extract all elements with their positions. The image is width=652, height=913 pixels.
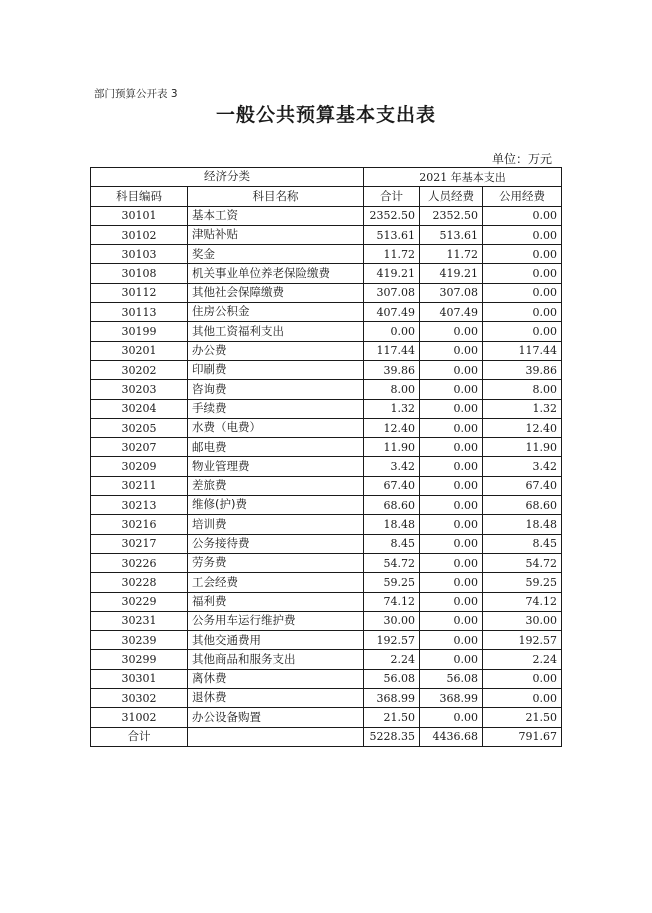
row-code: 30231 <box>91 611 188 630</box>
row-code: 30199 <box>91 322 188 341</box>
table-row <box>91 245 562 264</box>
row-public: 8.00 <box>483 380 562 399</box>
row-personnel: 0.00 <box>420 515 483 534</box>
row-personnel: 0.00 <box>420 534 483 553</box>
row-personnel: 513.61 <box>420 225 483 244</box>
row-public: 1.32 <box>483 399 562 418</box>
row-public: 0.00 <box>483 669 562 688</box>
row-code: 30213 <box>91 496 188 515</box>
page-title: 一般公共预算基本支出表 <box>215 104 436 126</box>
row-total: 67.40 <box>364 476 420 495</box>
row-total: 30.00 <box>364 611 420 630</box>
row-personnel: 0.00 <box>420 322 483 341</box>
row-code: 30205 <box>91 418 188 437</box>
total-header: 合计 <box>364 187 420 206</box>
totals-row <box>91 727 562 746</box>
row-name: 咨询费 <box>188 380 364 399</box>
row-total: 307.08 <box>364 283 420 302</box>
row-total: 68.60 <box>364 496 420 515</box>
table-row <box>91 303 562 322</box>
table-row <box>91 264 562 283</box>
row-public: 11.90 <box>483 438 562 457</box>
row-name: 其他社会保障缴费 <box>188 283 364 302</box>
row-total: 8.00 <box>364 380 420 399</box>
budget-table <box>90 167 562 747</box>
row-code: 30239 <box>91 631 188 650</box>
row-code: 30302 <box>91 689 188 708</box>
row-public: 8.45 <box>483 534 562 553</box>
row-public: 0.00 <box>483 689 562 708</box>
table-row <box>91 515 562 534</box>
row-name: 公务接待费 <box>188 534 364 553</box>
table-row <box>91 418 562 437</box>
row-public: 67.40 <box>483 476 562 495</box>
table-row <box>91 283 562 302</box>
row-public: 68.60 <box>483 496 562 515</box>
row-name: 工会经费 <box>188 573 364 592</box>
table-row <box>91 496 562 515</box>
row-code: 31002 <box>91 708 188 727</box>
row-total: 0.00 <box>364 322 420 341</box>
row-code: 30229 <box>91 592 188 611</box>
row-personnel: 0.00 <box>420 457 483 476</box>
row-total: 8.45 <box>364 534 420 553</box>
row-total: 59.25 <box>364 573 420 592</box>
row-personnel: 368.99 <box>420 689 483 708</box>
row-name: 办公费 <box>188 341 364 360</box>
row-public: 54.72 <box>483 553 562 572</box>
row-name: 劳务费 <box>188 553 364 572</box>
row-personnel: 0.00 <box>420 650 483 669</box>
row-total: 54.72 <box>364 553 420 572</box>
table-row <box>91 206 562 225</box>
row-name: 办公设备购置 <box>188 708 364 727</box>
table-row <box>91 534 562 553</box>
row-total: 117.44 <box>364 341 420 360</box>
row-name: 机关事业单位养老保险缴费 <box>188 264 364 283</box>
row-public: 0.00 <box>483 322 562 341</box>
row-code: 30102 <box>91 225 188 244</box>
row-code: 30103 <box>91 245 188 264</box>
row-public: 74.12 <box>483 592 562 611</box>
row-personnel: 0.00 <box>420 496 483 515</box>
row-name: 公务用车运行维护费 <box>188 611 364 630</box>
row-public: 3.42 <box>483 457 562 476</box>
row-personnel: 0.00 <box>420 573 483 592</box>
public-header: 公用经费 <box>483 187 562 206</box>
table-row <box>91 592 562 611</box>
row-name: 手续费 <box>188 399 364 418</box>
row-public: 0.00 <box>483 245 562 264</box>
table-row <box>91 457 562 476</box>
row-name: 福利费 <box>188 592 364 611</box>
row-public: 0.00 <box>483 206 562 225</box>
totals-label: 合计 <box>91 727 188 746</box>
row-name: 津贴补贴 <box>188 225 364 244</box>
row-public: 18.48 <box>483 515 562 534</box>
table-row <box>91 631 562 650</box>
row-personnel: 0.00 <box>420 553 483 572</box>
row-total: 3.42 <box>364 457 420 476</box>
row-total: 513.61 <box>364 225 420 244</box>
row-name: 其他商品和服务支出 <box>188 650 364 669</box>
row-total: 18.48 <box>364 515 420 534</box>
row-name: 基本工资 <box>188 206 364 225</box>
totals-public: 791.67 <box>483 727 562 746</box>
row-name: 住房公积金 <box>188 303 364 322</box>
totals-empty-cell <box>188 727 364 746</box>
name-header: 科目名称 <box>188 187 364 206</box>
table-row <box>91 553 562 572</box>
row-personnel: 0.00 <box>420 592 483 611</box>
table-row <box>91 225 562 244</box>
row-name: 退休费 <box>188 689 364 708</box>
row-code: 30211 <box>91 476 188 495</box>
row-code: 30301 <box>91 669 188 688</box>
row-total: 74.12 <box>364 592 420 611</box>
row-personnel: 0.00 <box>420 476 483 495</box>
row-personnel: 56.08 <box>420 669 483 688</box>
row-personnel: 0.00 <box>420 611 483 630</box>
row-total: 12.40 <box>364 418 420 437</box>
row-total: 11.90 <box>364 438 420 457</box>
row-public: 0.00 <box>483 264 562 283</box>
row-public: 21.50 <box>483 708 562 727</box>
row-code: 30113 <box>91 303 188 322</box>
table-row <box>91 438 562 457</box>
row-public: 0.00 <box>483 225 562 244</box>
econ-class-header: 经济分类 <box>91 168 364 187</box>
row-code: 30216 <box>91 515 188 534</box>
row-public: 117.44 <box>483 341 562 360</box>
row-personnel: 0.00 <box>420 341 483 360</box>
code-header: 科目编码 <box>91 187 188 206</box>
table-row <box>91 573 562 592</box>
row-personnel: 307.08 <box>420 283 483 302</box>
row-personnel: 0.00 <box>420 708 483 727</box>
row-code: 30203 <box>91 380 188 399</box>
row-code: 30299 <box>91 650 188 669</box>
row-name: 其他工资福利支出 <box>188 322 364 341</box>
year-group-header: 2021 年基本支出 <box>364 168 562 187</box>
row-code: 30228 <box>91 573 188 592</box>
row-code: 30204 <box>91 399 188 418</box>
table-number-label: 部门预算公开表 3 <box>94 88 178 100</box>
row-personnel: 0.00 <box>420 438 483 457</box>
table-row <box>91 708 562 727</box>
row-total: 368.99 <box>364 689 420 708</box>
row-total: 2352.50 <box>364 206 420 225</box>
row-code: 30201 <box>91 341 188 360</box>
row-code: 30207 <box>91 438 188 457</box>
row-total: 192.57 <box>364 631 420 650</box>
row-personnel: 407.49 <box>420 303 483 322</box>
row-name: 印刷费 <box>188 360 364 379</box>
row-total: 39.86 <box>364 360 420 379</box>
header-row-1 <box>91 168 562 187</box>
row-name: 奖金 <box>188 245 364 264</box>
unit-label: 单位：万元 <box>491 152 552 166</box>
row-public: 2.24 <box>483 650 562 669</box>
totals-personnel: 4436.68 <box>420 727 483 746</box>
table-row <box>91 611 562 630</box>
row-public: 0.00 <box>483 303 562 322</box>
row-personnel: 419.21 <box>420 264 483 283</box>
table-row <box>91 399 562 418</box>
row-personnel: 2352.50 <box>420 206 483 225</box>
row-code: 30202 <box>91 360 188 379</box>
row-name: 离休费 <box>188 669 364 688</box>
row-name: 水费（电费） <box>188 418 364 437</box>
row-code: 30112 <box>91 283 188 302</box>
row-total: 419.21 <box>364 264 420 283</box>
row-personnel: 0.00 <box>420 631 483 650</box>
table-row <box>91 360 562 379</box>
row-name: 物业管理费 <box>188 457 364 476</box>
row-total: 1.32 <box>364 399 420 418</box>
row-public: 192.57 <box>483 631 562 650</box>
row-code: 30226 <box>91 553 188 572</box>
row-personnel: 0.00 <box>420 360 483 379</box>
row-code: 30209 <box>91 457 188 476</box>
row-name: 差旅费 <box>188 476 364 495</box>
table-row <box>91 650 562 669</box>
totals-total: 5228.35 <box>364 727 420 746</box>
table-row <box>91 689 562 708</box>
row-public: 12.40 <box>483 418 562 437</box>
row-total: 2.24 <box>364 650 420 669</box>
row-total: 407.49 <box>364 303 420 322</box>
row-name: 其他交通费用 <box>188 631 364 650</box>
table-row <box>91 341 562 360</box>
row-personnel: 11.72 <box>420 245 483 264</box>
personnel-header: 人员经费 <box>420 187 483 206</box>
row-name: 维修(护)费 <box>188 496 364 515</box>
table-row <box>91 669 562 688</box>
row-public: 0.00 <box>483 283 562 302</box>
table-row <box>91 476 562 495</box>
table-row <box>91 322 562 341</box>
row-code: 30217 <box>91 534 188 553</box>
row-personnel: 0.00 <box>420 418 483 437</box>
row-public: 59.25 <box>483 573 562 592</box>
row-name: 邮电费 <box>188 438 364 457</box>
row-name: 培训费 <box>188 515 364 534</box>
row-total: 56.08 <box>364 669 420 688</box>
row-total: 21.50 <box>364 708 420 727</box>
row-total: 11.72 <box>364 245 420 264</box>
row-public: 30.00 <box>483 611 562 630</box>
table-row <box>91 380 562 399</box>
row-personnel: 0.00 <box>420 399 483 418</box>
row-code: 30101 <box>91 206 188 225</box>
row-code: 30108 <box>91 264 188 283</box>
row-personnel: 0.00 <box>420 380 483 399</box>
header-row-2 <box>91 187 562 206</box>
row-public: 39.86 <box>483 360 562 379</box>
